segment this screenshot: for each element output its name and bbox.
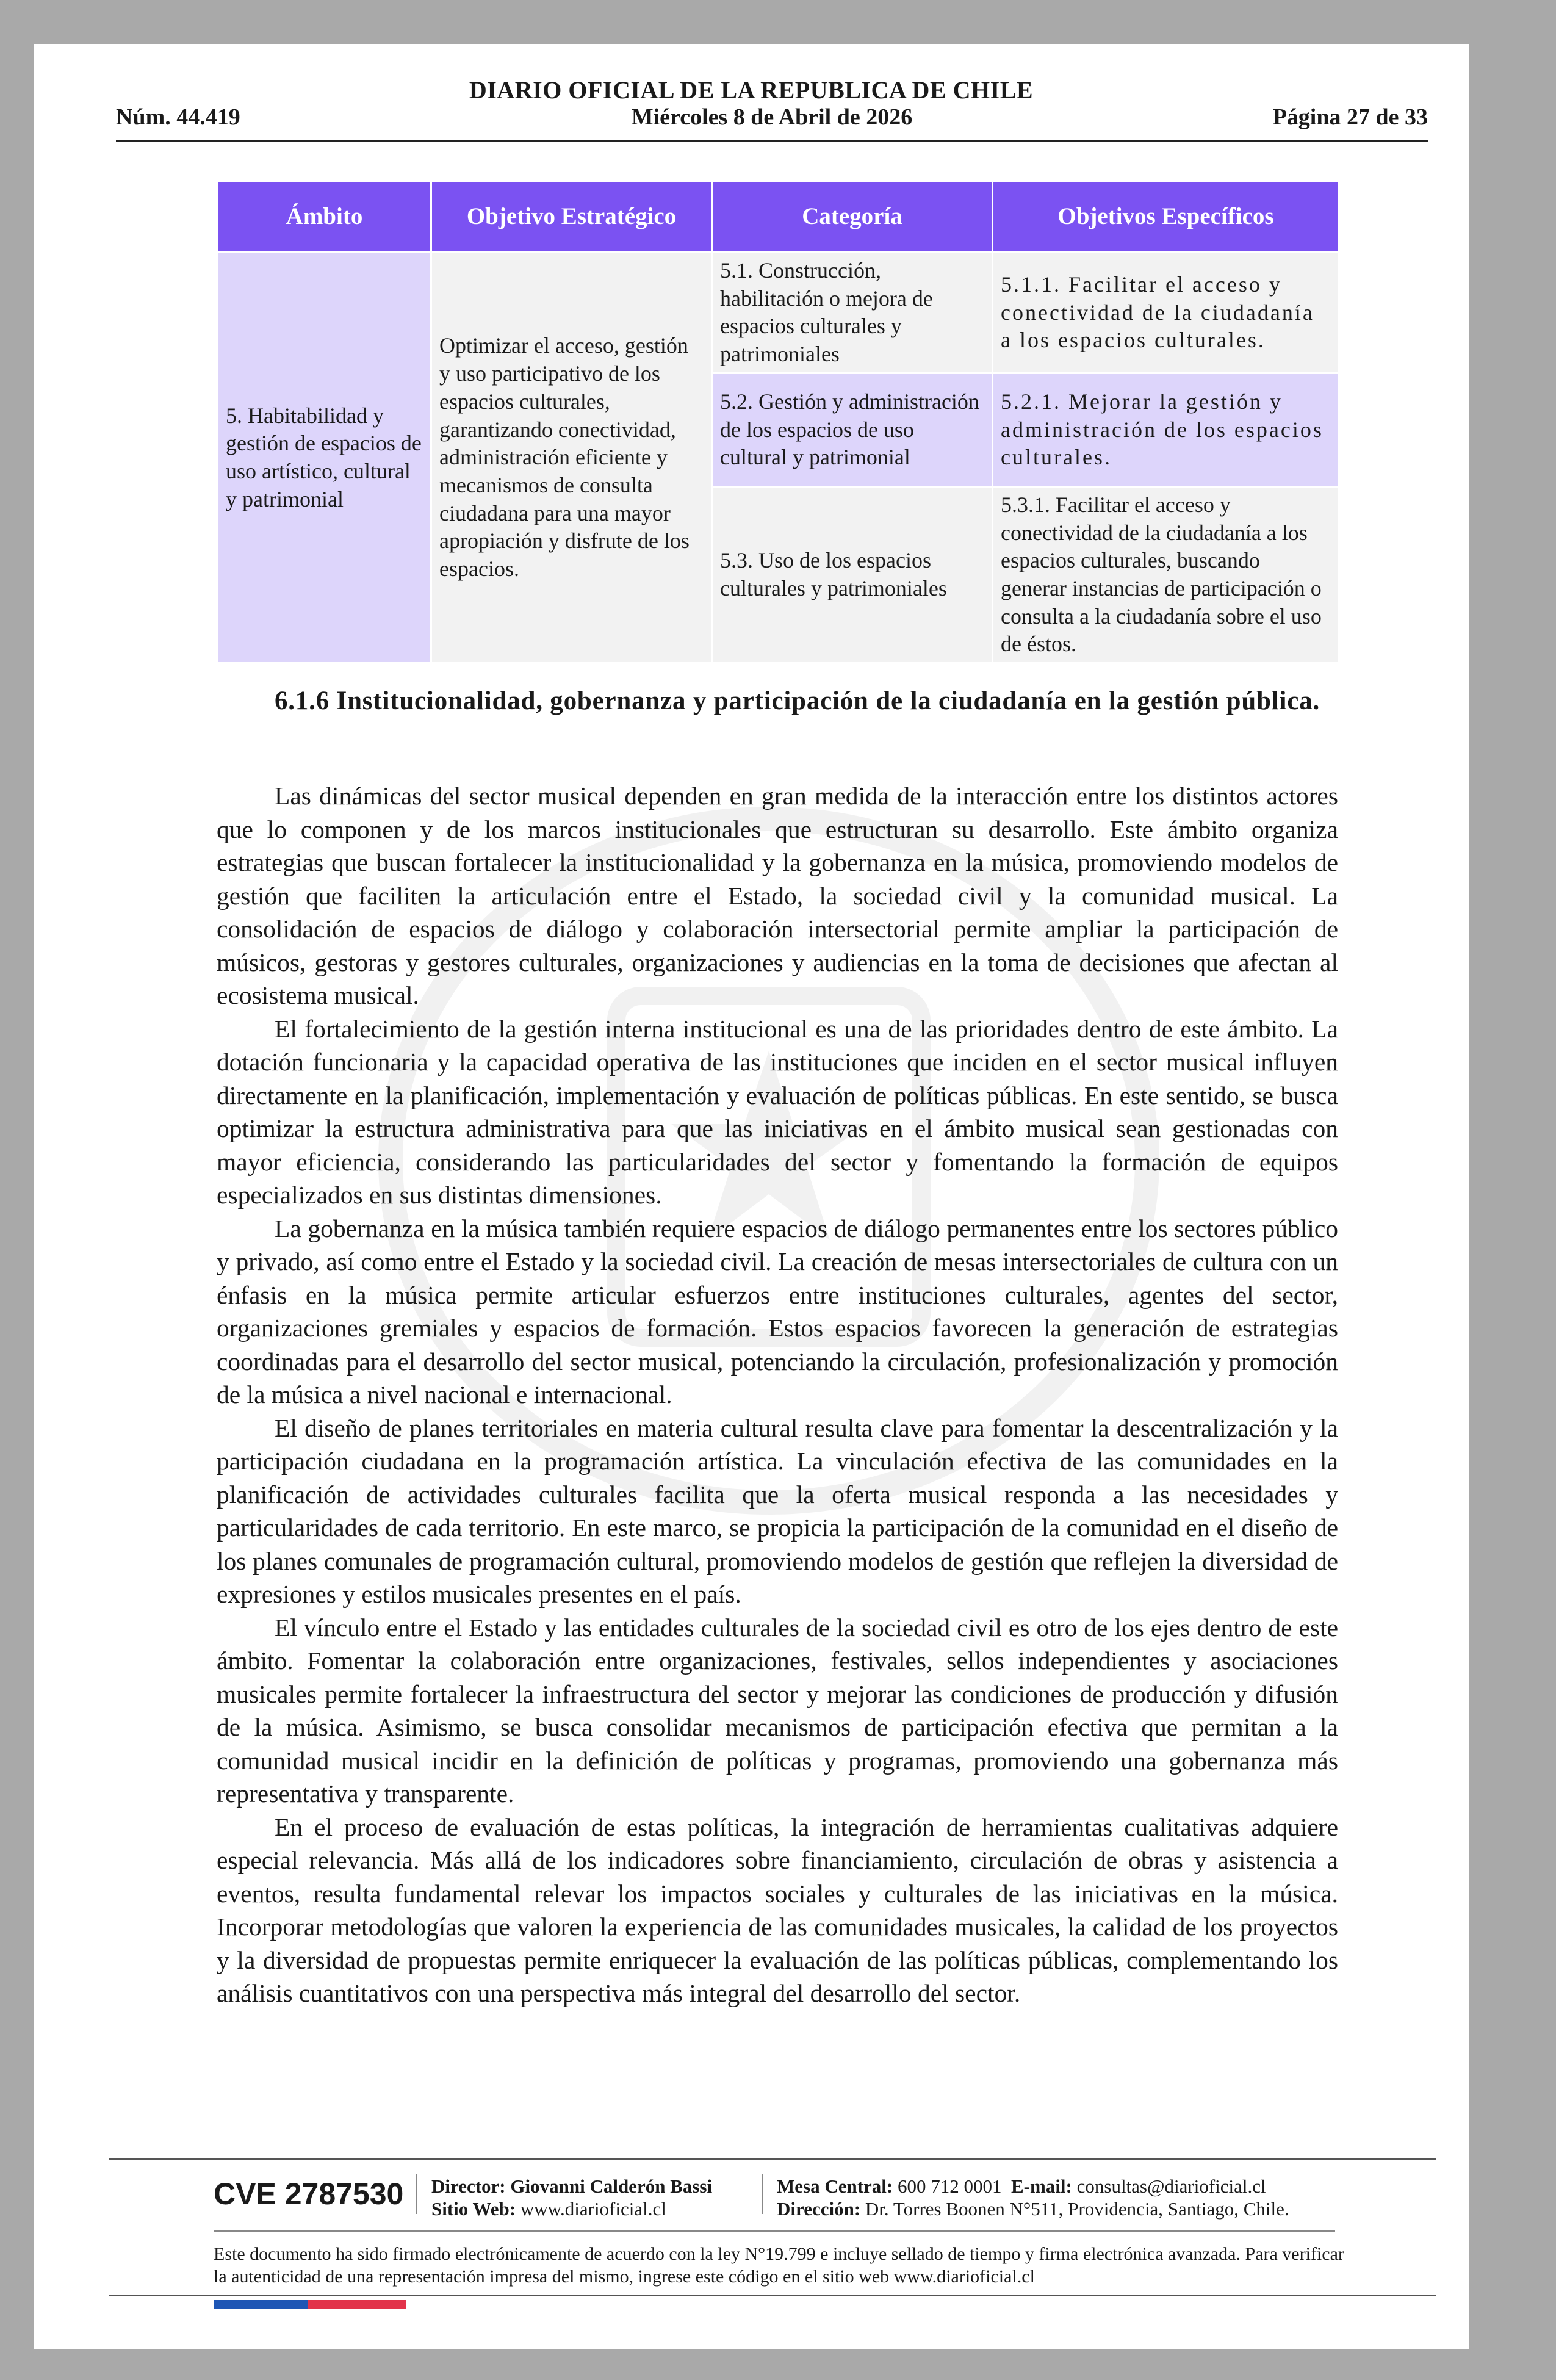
footer-separator <box>762 2174 763 2214</box>
footer-divider-top <box>109 2158 1436 2160</box>
paragraph: La gobernanza en la música también requiere espacios de diálogo permanentes entre los sectores público y privado, así como entre el Estado y la sociedad civil. La creación de mesas intersectoriales de cultura con un énfasis en la música permite articular esfuerzos entre instituciones culturales, agentes del sector, organizaciones gremiales y espacios de formación. Estos espacios favorecen la generación de estrategias coordinadas para el desarrollo del sector musical, potenciando la circulación, profesionalización y promoción de la música a nivel nacional e internacional. <box>217 1214 1338 1408</box>
paragraph: El vínculo entre el Estado y las entidades culturales de la sociedad civil es otro de los ejes dentro de este ámbito. Fomentar la colaboración entre organizaciones, festivales, sellos independientes y asociaciones musicales permite fortalecer la infraestructura del sector y mejorar las condiciones de producción y difusión de la música. Asimismo, se busca consolidar mecanismos de participación efectiva que permitan a la comunidad musical incidir en la definición de políticas y programas, promoviendo una gobernanza más representativa y transparente. <box>217 1613 1338 1808</box>
objectives-table <box>217 180 1340 664</box>
issue-date: Miércoles 8 de Abril de 2026 <box>631 104 913 130</box>
header-objetivo: Objetivo Estratégico <box>431 181 712 253</box>
legal-notice: Este documento ha sido firmado electrónicamente de acuerdo con la ley N°19.799 e incluye sellado de tiempo y firma electrónica avanzada. Para verificar la autenticidad de una representación impresa del mismo, ingrese este código en el sitio web www.diarioficial.cl <box>214 2244 1344 2287</box>
footer-divider-mid <box>214 2230 1335 2232</box>
cve-code: CVE 2787530 <box>214 2177 404 2211</box>
ambito-cell: 5. Habitabilidad y gestión de espacios de uso artístico, cultural y patrimonial <box>218 253 431 663</box>
paragraph: El diseño de planes territoriales en materia cultural resulta clave para fomentar la descentralización y la participación ciudadana en la programación artística. La vinculación efectiva de las comunidades en la planificación de actividades culturales facilita que la oferta musical responda a las necesidades y particularidades de cada territorio. En este marco, se propicia la participación de la comunidad en el diseño de los planes comunales de programación cultural, promoviendo modelos de gestión que reflejen la diversidad de expresiones y estilos musicales presentes en el país. <box>217 1413 1338 1608</box>
address: Dr. Torres Boonen N°511, Providencia, Santiago, Chile. <box>865 2198 1289 2220</box>
flag-stripe-red <box>308 2300 406 2309</box>
flag-stripe-blue <box>214 2300 308 2309</box>
document-page <box>34 44 1469 2349</box>
phone-number: 600 712 0001 <box>898 2176 1002 2197</box>
director-label: Director: <box>431 2176 506 2197</box>
footer-divider-bottom <box>109 2295 1436 2296</box>
especifico-cell <box>993 253 1339 373</box>
header-ambito: Ámbito <box>218 181 431 253</box>
paragraph: Las dinámicas del sector musical dependen en gran medida de la interacción entre los distintos actores que lo componen y de los marcos institucionales que estructuran su desarrollo. Este ámbito organiza estrategias que buscan fortalecer la institucionalidad y la gobernanza en la música, promoviendo modelos de gestión que faciliten la articulación entre el Estado, la sociedad civil y la comunidad musical. La consolidación de espacios de diálogo y colaboración intersectorial permite ampliar la participación de músicos, gestoras y gestores culturales, organizaciones y audiencias en la toma de decisiones que afectan al ecosistema musical. <box>217 782 1338 1009</box>
paragraph: En el proceso de evaluación de estas políticas, la integración de herramientas cualitativas adquiere especial relevancia. Más allá de los indicadores sobre financiamiento, circulación de obras y asistencia a eventos, resulta fundamental relevar los impactos sociales y culturales de las iniciativas en la música. Incorporar metodologías que valoren la experiencia de las comunidades musicales, la calidad de los proyectos y la diversidad de propuestas permite enriquecer la evaluación de las políticas públicas, complementando los análisis cuantitativos con una perspectiva más integral del desarrollo del sector. <box>217 1812 1338 2007</box>
header-especificos: Objetivos Específicos <box>993 181 1339 253</box>
director-name: Giovanni Calderón Bassi <box>510 2176 713 2197</box>
especifico-text: 5.1.1. Facilitar el acceso y conectividad de la ciudadanía a los espacios culturales. <box>1001 272 1314 353</box>
website-link[interactable]: www.diarioficial.cl <box>520 2198 666 2220</box>
mesa-label: Mesa Central: <box>777 2176 893 2197</box>
header-categoria: Categoría <box>712 181 993 253</box>
especifico-cell: 5.3.1. Facilitar el acceso y conectividad de la ciudadanía a los espacios culturales, buscando generar instancias de participación o consulta a la ciudadanía sobre el uso de éstos. <box>993 486 1339 663</box>
table-row <box>218 253 1339 373</box>
categoria-cell: 5.2. Gestión y administración de los espacios de uso cultural y patrimonial <box>712 373 993 486</box>
paragraph: El fortalecimiento de la gestión interna institucional es una de las prioridades dentro de este ámbito. La dotación funcionaria y la capacidad operativa de las instituciones que inciden en el sector musical influyen directamente en la planificación, implementación y evaluación de políticas públicas. En este sentido, se busca optimizar la estructura administrativa para que las iniciativas en el ámbito musical sean gestionadas con mayor eficiencia, considerando las particularidades del sector y fomentando la formación de equipos especializados en sus distintas dimensiones. <box>217 1014 1338 1209</box>
email-label: E-mail: <box>1011 2176 1072 2197</box>
especifico-cell <box>993 373 1339 486</box>
footer-contact-block <box>777 2175 1289 2220</box>
email-link[interactable]: consultas@diarioficial.cl <box>1076 2176 1266 2197</box>
web-label: Sitio Web: <box>431 2198 516 2220</box>
page-number: Página 27 de 33 <box>1272 104 1428 130</box>
categoria-cell: 5.3. Uso de los espacios culturales y patrimoniales <box>712 486 993 663</box>
header-divider <box>116 140 1428 142</box>
objetivo-cell: Optimizar el acceso, gestión y uso participativo de los espacios culturales, garantizando conectividad, administración eficiente y mecanismos de consulta ciudadana para una mayor apropiación y disfrute de los espacios. <box>431 253 712 663</box>
footer-director-block <box>431 2175 712 2220</box>
footer-separator <box>416 2174 417 2214</box>
categoria-cell: 5.1. Construcción, habilitación o mejora de espacios culturales y patrimoniales <box>712 253 993 373</box>
body-text <box>217 779 1338 2010</box>
section-heading: 6.1.6 Institucionalidad, gobernanza y participación de la ciudadanía en la gestión pública. <box>275 687 1320 715</box>
publication-title: DIARIO OFICIAL DE LA REPUBLICA DE CHILE <box>469 76 1034 104</box>
table-header-row <box>218 181 1339 253</box>
especifico-text: 5.2.1. Mejorar la gestión y administración de los espacios culturales. <box>1001 389 1324 470</box>
direccion-label: Dirección: <box>777 2198 861 2220</box>
issue-number: Núm. 44.419 <box>116 104 240 130</box>
header-row <box>116 104 1428 134</box>
